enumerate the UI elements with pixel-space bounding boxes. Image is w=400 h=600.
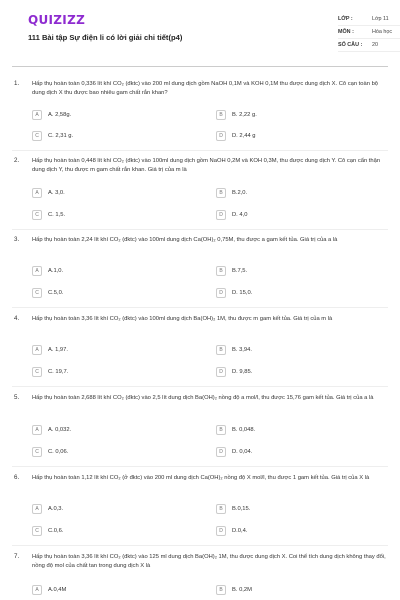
option-label: C. 1,5. [48, 212, 66, 218]
option-label: A. 3,0. [48, 190, 65, 196]
option-label: A.1,0. [48, 268, 64, 274]
worksheet-title: 111 Bài tập Sự điện li có lời giải chi tiết(p4) [28, 33, 183, 42]
option-key-b: B [216, 585, 226, 595]
option-key-c: C [32, 447, 42, 457]
meta-label: MÔN : [338, 29, 354, 35]
option-key-b: B [216, 345, 226, 355]
question-number: 4. [14, 315, 20, 322]
option-b[interactable] [216, 264, 247, 278]
option-c[interactable] [32, 286, 63, 300]
option-key-c: C [32, 131, 42, 141]
option-a[interactable] [32, 423, 71, 437]
question-number: 2. [14, 157, 20, 164]
option-a[interactable] [32, 108, 71, 122]
quizizz-logo: QUIZIZZ [28, 13, 86, 27]
question-text: Hấp thụ hoàn toàn 3,36 lít khí CO₂ (đktc) vào 125 ml dung dịch Ba(OH)₂ 1M, thu được dung dịch X. Coi thể tích dung dịch không thay đổi, nồng độ mol của chất tan trong dung dịch X là [32, 554, 386, 569]
question-text: Hấp thụ hoàn toàn 0,448 lít khí CO₂ (đktc) vào 100ml dung dịch gồm NaOH 0,2M và KOH 0,3M, thu được dung dịch Y. Cô cạn cẩn thận dung dịch Y, thu được m gam chất rắn khan. Giá trị của m là [32, 158, 381, 173]
option-key-a: A [32, 345, 42, 355]
question-divider [12, 466, 388, 467]
option-key-c: C [32, 288, 42, 298]
option-c[interactable] [32, 365, 68, 379]
question-divider [12, 307, 388, 308]
option-key-d: D [216, 131, 226, 141]
header-divider [12, 66, 388, 67]
option-label: C. 2,31 g. [48, 133, 74, 139]
option-label: C.0,6. [48, 528, 64, 534]
option-key-d: D [216, 210, 226, 220]
question-divider [12, 386, 388, 387]
option-key-a: A [32, 425, 42, 435]
question-number: 5. [14, 394, 20, 401]
option-b[interactable] [216, 186, 247, 200]
option-label: C. 19,7. [48, 369, 69, 375]
option-b[interactable] [216, 583, 252, 597]
option-key-a: A [32, 266, 42, 276]
option-label: B.0,15. [232, 506, 251, 512]
question-text: Hấp thụ hoàn toàn 2,688 lít khí CO₂ (đktc) vào 2,5 lít dung dịch Ba(OH)₂ nồng độ a mol/l, thu được 15,76 gam kết tủa. Giá trị của a là [32, 395, 374, 401]
option-label: D. 0,04. [232, 449, 253, 455]
option-label: B. 2,22 g. [232, 112, 257, 118]
option-c[interactable] [32, 445, 68, 459]
option-label: D.0,4. [232, 528, 248, 534]
option-key-d: D [216, 447, 226, 457]
option-key-a: A [32, 504, 42, 514]
worksheet-meta [338, 13, 400, 52]
option-d[interactable] [216, 286, 252, 300]
option-key-d: D [216, 367, 226, 377]
option-a[interactable] [32, 583, 66, 597]
option-b[interactable] [216, 423, 255, 437]
option-d[interactable] [216, 208, 247, 222]
question-divider [12, 545, 388, 546]
question-divider [12, 150, 388, 151]
option-label: D. 9,85. [232, 369, 253, 375]
option-key-c: C [32, 367, 42, 377]
option-key-b: B [216, 188, 226, 198]
option-b[interactable] [216, 502, 250, 516]
meta-label: LỚP : [338, 16, 353, 22]
option-label: C. 0,06. [48, 449, 69, 455]
option-label: B.2,0. [232, 190, 248, 196]
option-d[interactable] [216, 524, 247, 538]
meta-row-count [338, 39, 400, 52]
question-number: 6. [14, 474, 20, 481]
question-text: Hấp thụ hoàn toàn 0,336 lít khí CO₂ (đktc) vào 200 ml dung dịch gồm NaOH 0,1M và KOH 0,1M thu được dung dịch X. Cô cạn toàn bộ dung dịch X thu được bao nhiêu gam chất rắn khan? [32, 81, 379, 96]
option-label: B. 0,2M [232, 587, 252, 593]
worksheet-header [12, 0, 393, 62]
option-c[interactable] [32, 129, 73, 143]
option-key-b: B [216, 266, 226, 276]
option-label: A.0,4M [48, 587, 67, 593]
option-key-b: B [216, 425, 226, 435]
question-number: 1. [14, 80, 20, 87]
option-key-d: D [216, 288, 226, 298]
option-key-b: B [216, 504, 226, 514]
meta-label: SỐ CÂU : [338, 42, 363, 48]
question-number: 7. [14, 553, 20, 560]
question-text: Hấp thụ hoàn toàn 2,24 lít khí CO₂ (đktc) vào 100ml dung dịch Ca(OH)₂ 0,75M, thu được a gam kết tủa. Giá trị của a là [32, 237, 338, 243]
option-d[interactable] [216, 365, 252, 379]
option-b[interactable] [216, 108, 257, 122]
meta-value: 20 [372, 42, 378, 48]
option-label: B. 0,048. [232, 427, 256, 433]
question-number: 3. [14, 236, 20, 243]
question-divider [12, 229, 388, 230]
option-key-a: A [32, 585, 42, 595]
option-c[interactable] [32, 524, 63, 538]
option-a[interactable] [32, 264, 63, 278]
option-a[interactable] [32, 186, 65, 200]
option-key-b: B [216, 110, 226, 120]
option-d[interactable] [216, 445, 252, 459]
option-key-c: C [32, 526, 42, 536]
option-label: B.7,5. [232, 268, 248, 274]
question-text: Hấp thụ hoàn toàn 1,12 lít khí CO₂ (ở đktc) vào 200 ml dung dịch Ca(OH)₂ nồng độ X mol/l, thu được 1 gam kết tủa. Giá trị của X là [32, 475, 370, 481]
option-label: A. 1,97. [48, 347, 68, 353]
option-d[interactable] [216, 129, 256, 143]
meta-value: Hóa học [372, 29, 393, 35]
meta-row-class [338, 13, 400, 26]
option-label: D. 2,44 g [232, 133, 256, 139]
meta-row-subject [338, 26, 400, 39]
option-label: B. 3,94. [232, 347, 252, 353]
option-key-c: C [32, 210, 42, 220]
option-b[interactable] [216, 343, 252, 357]
question-text: Hấp thụ hoàn toàn 3,36 lít khí CO₂ (đktc) vào 100ml dung dịch Ba(OH)₂ 1M, thu được m gam kết tủa. Giá trị của m là [32, 316, 333, 322]
option-key-d: D [216, 526, 226, 536]
option-label: A. 0,032. [48, 427, 72, 433]
option-label: D. 15,0. [232, 290, 253, 296]
option-a[interactable] [32, 502, 63, 516]
option-label: A. 2,58g. [48, 112, 72, 118]
option-label: C.5,0. [48, 290, 64, 296]
option-a[interactable] [32, 343, 68, 357]
option-key-a: A [32, 110, 42, 120]
meta-value: Lớp 11 [372, 16, 389, 22]
option-label: A.0,3. [48, 506, 64, 512]
option-c[interactable] [32, 208, 65, 222]
option-key-a: A [32, 188, 42, 198]
option-label: D. 4,0 [232, 212, 248, 218]
